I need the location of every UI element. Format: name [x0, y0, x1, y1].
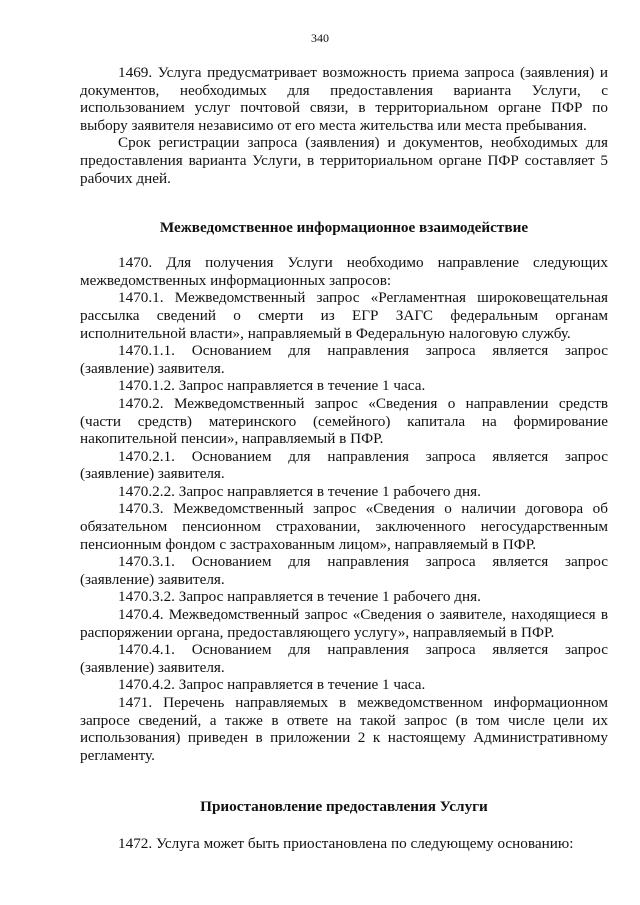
paragraph: 1470.2.2. Запрос направляется в течение 1 рабочего дня.: [118, 482, 481, 500]
paragraph: 1472. Услуга может быть приостановлена по следующему основанию:: [118, 835, 574, 853]
section-heading: Межведомственное информационное взаимодействие: [159, 219, 529, 237]
spacer: [80, 187, 608, 219]
paragraph: 1470. Для получения Услуги необходимо направление следующих межведомственных информационных запросов:: [80, 254, 608, 289]
page-number: 340: [311, 31, 329, 45]
paragraph: 1470.2. Межведомственный запрос «Сведения о направлении средств (части средств) материнского (семейного) капитала на формирование накопительной пенсии», направляемый в ПФР.: [80, 394, 608, 448]
paragraph: 1470.1. Межведомственный запрос «Регламентная широковещательная рассылка сведений о смерти из ЕГР ЗАГС федеральным органам исполнительной власти», направляемый в Федеральную налоговую службу.: [80, 289, 608, 342]
spacer: [80, 764, 608, 798]
paragraph: 1470.3.2. Запрос направляется в течение 1 рабочего дня.: [118, 588, 481, 606]
spacer: [80, 237, 608, 254]
paragraph: 1470.1.2. Запрос направляется в течение 1 часа.: [118, 377, 426, 395]
section-heading: Приостановление предоставления Услуги: [200, 798, 488, 816]
paragraph: 1470.4. Межведомственный запрос «Сведения о заявителе, находящиеся в распоряжении органа, предоставляющего услугу», направляемый в ПФР.: [80, 606, 608, 641]
paragraph: 1469. Услуга предусматривает возможность приема запроса (заявления) и документов, необходимых для предоставления варианта Услуги, с использованием услуг почтовой связи, в территориальном органе ПФР по выбору заявителя независимо от его места жительства или места пребывания.: [80, 64, 608, 134]
spacer: [80, 816, 608, 835]
paragraph: 1470.4.2. Запрос направляется в течение 1 часа.: [118, 676, 426, 694]
paragraph: 1470.2.1. Основанием для направления запроса является запрос (заявление) заявителя.: [80, 447, 608, 483]
document-body: [80, 64, 608, 853]
paragraph: 1470.3. Межведомственный запрос «Сведения о наличии договора об обязательном пенсионном страховании, заключенного негосударственным пенсионным фондом с застрахованным лицом», направляемый в ПФР.: [80, 500, 608, 553]
paragraph: 1471. Перечень направляемых в межведомственном информационном запросе сведений, а также в ответе на такой запрос (в том числе цели их использования) приведен в приложении 2 к настоящему Административному регламенту.: [80, 694, 608, 764]
paragraph: 1470.3.1. Основанием для направления запроса является запрос (заявление) заявителя.: [80, 553, 608, 588]
paragraph: 1470.1.1. Основанием для направления запроса является запрос (заявление) заявителя.: [80, 342, 608, 377]
paragraph: 1470.4.1. Основанием для направления запроса является запрос (заявление) заявителя.: [80, 641, 608, 676]
paragraph: Срок регистрации запроса (заявления) и документов, необходимых для предоставления варианта Услуги, в территориальном органе ПФР составляет 5 рабочих дней.: [80, 134, 608, 187]
